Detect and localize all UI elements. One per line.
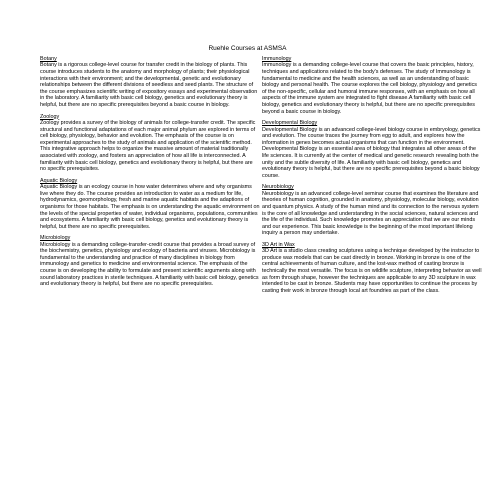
course-description-developmental-biology: Developmental Biology is an advanced college-level biology course in embryology, genetics and evolution. The course traces the journey from egg to adult, and explores how the information in genes becomes actual organisms that can function in the environment. Developmental Biology is an essential area of biology that integrates all other areas of the life sciences. It is currently at the center of medical and genetic research revealing both the unity and the subtle diversity of life. A familiarity with basic cell biology, genetics and evolutionary theory is helpful, but there are no specific prerequisites beyond a basic biology course. (262, 126, 481, 179)
course-3d-art-in-wax (262, 242, 482, 295)
course-immunology (262, 56, 482, 115)
course-description-botany: Botany is a rigorous college-level course for transfer credit in the biology of plants. This course introduces students to the anatomy and morphology of plants; their physiological interactions with their environment; and the developmental, genetic and evolutionary relationships between the different divisions of seedless and seed plants. The structure of the course emphasizes scientific writing of expository essays and experimental observation in the laboratory. A familiarity with basic cell biology, genetics and evolutionary theory is helpful, but there are no specific prerequisites beyond a basic course in biology. (40, 62, 258, 108)
course-aquatic-biology (40, 178, 260, 231)
course-botany (40, 56, 260, 109)
course-developmental-biology (262, 120, 482, 179)
course-title-zoology: Zoology (40, 113, 60, 120)
course-description-immunology: Immunology is a demanding college-level course that covers the basic principles, history, techniques and applications related to the body's defenses. The study of Immunology is fundamental to medicine and the health sciences, as well as an understanding of basic biology and personal health. The course explores the cell biology, physiology and genetics of the non-specific, cellular and humoral immune responses, with an emphasis on how all aspects of the immune system are integrated to fight disease.A familiarity with basic cell biology, genetics and evolutionary theory is helpful, but there are no specific prerequisites beyond a basic course in biology. (262, 62, 477, 115)
course-title-microbiology: Microbiology (40, 235, 71, 242)
right-column (262, 56, 482, 299)
course-description-neurobiology: Neurobiology is an advanced college-level seminar course that examines the literature and theories of human cognition, grounded in anatomy, physiology, molecular biology, evolution and quantum physics. A study of the human mind and its connection to the nervous system is the core of all knowledge and understanding in the social sciences, natural sciences and the life of the individual. Such knowledge promotes an appreciation that we are our minds and our experience. This basic knowledge is the beginning of the most important lifelong inquiry a person may undertake. (262, 190, 479, 237)
course-title-3d-art-in-wax: 3D Art in Wax (262, 241, 295, 248)
left-column (40, 56, 260, 293)
course-title-neurobiology: Neurobiology (262, 184, 294, 191)
course-description-microbiology: Microbiology is a demanding college-transfer-credit course that provides a broad survey of the biochemistry, genetics, physiology and ecology of bacteria and viruses. Microbiology is fundamental to the understanding and practice of many disciplines in biology from immunology and genetics to medicine and environmental science. The emphasis of the course is on developing the ability to formulate and present scientific arguments along with sound laboratory practices in sterile techniques. A familiarity with basic cell biology, genetics and evolutionary theory is helpful, but there are no specific prerequisites. (40, 241, 259, 288)
course-description-aquatic-biology: Aquatic Biology is an ecology course in how water determines where and why organisms live where they do. The course provides an introduction to water as a medium for life, hydrodynamics, geomorphology, fresh and marine aquatic habitats and the adaptions of organisms for those habitats. The emphasis is on understanding the aquatic environment on the levels of the special properties of water, individual organisms, populations, communities and ecosystems. A familiarity with basic cell biology, genetics and evolutionary theory is helpful, but there are no specific prerequisites. (40, 184, 260, 230)
document-title: Ruehle Courses at ASMSA (208, 45, 287, 52)
course-description-zoology: Zoology provides a survey of the biology of animals for college-transfer credit. The specific structural and functional adaptations of each major animal phylum are explored in terms of cell biology, physiology, behavior and evolution. The emphasis of the course is on experimental approaches to the study of animals and application of the scientific method. This integrative approach helps to organize the massive amount of material traditionally associated with zoology, and fosters an appreciation of how all life is interconnected. A familiarity with basic cell biology, genetics and evolutionary theory is helpful, but there are no specific prerequisites. (40, 119, 256, 173)
course-neurobiology (262, 184, 482, 237)
course-microbiology (40, 235, 260, 288)
course-title-botany: Botany (40, 56, 57, 62)
course-title-aquatic-biology: Aquatic Biology (40, 177, 78, 184)
course-description-3d-art-in-wax: 3D Art is a studio class creating sculptures using a technique developed by the instructor to produce wax models that can be cast directly in bronze. Working in bronze is one of the central achievements of human culture, and the lost-wax method of casting bronze is technically the most versatile. The focus is on wildlife sculpture, interpreting behavior as well as form through shape, however the techniques are applicable to any 3D sculpture in wax intended to be cast in bronze. Students may have opportunities to continue the process by casting their work in bronze through local art foundries as part of the class. (262, 248, 482, 294)
course-title-immunology: Immunology (262, 56, 292, 62)
course-zoology (40, 114, 260, 173)
course-title-developmental-biology: Developmental Biology (262, 120, 318, 127)
